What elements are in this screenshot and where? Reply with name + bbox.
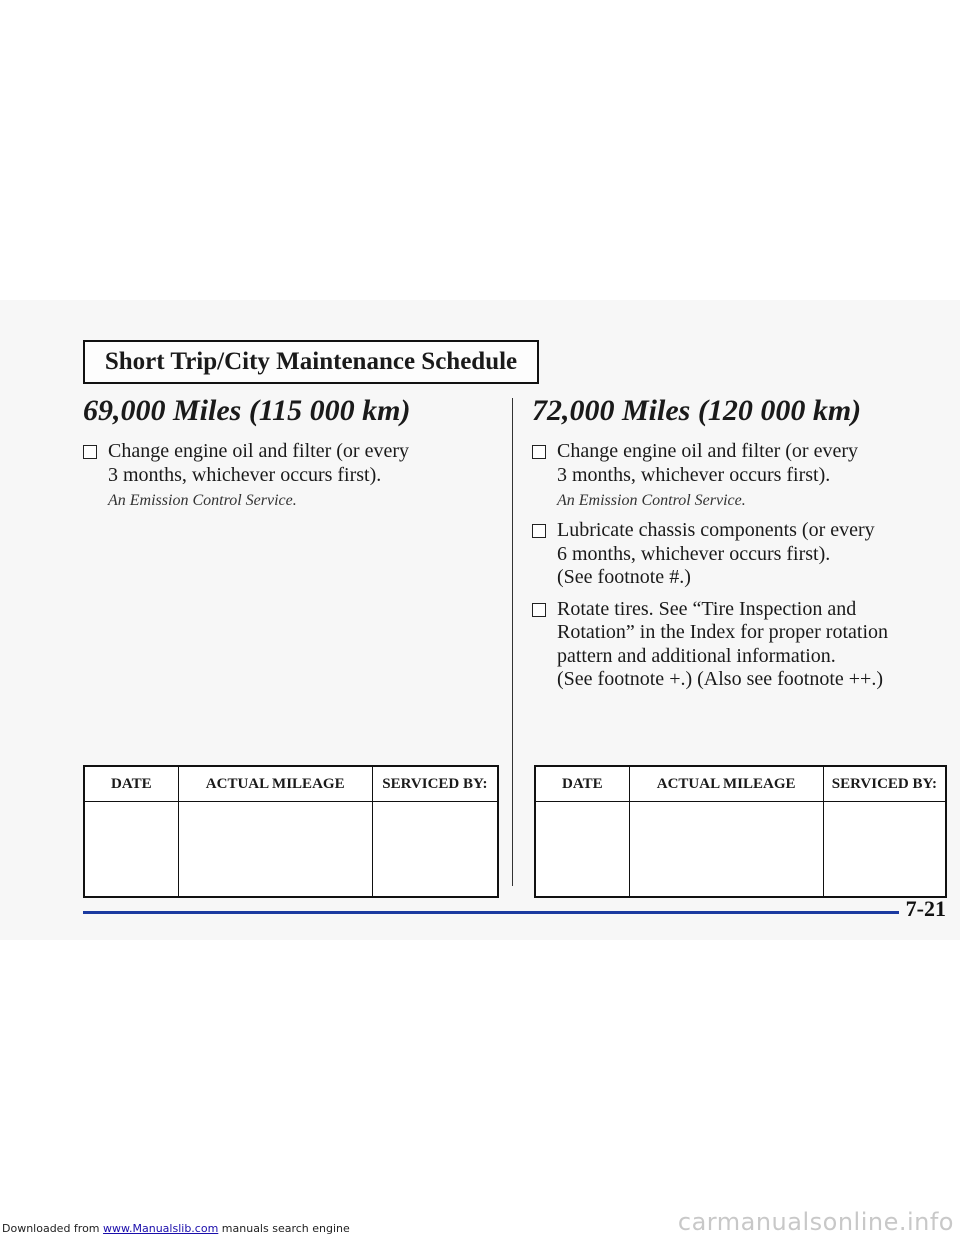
left-item-oil <box>83 440 503 487</box>
header-date: DATE <box>535 766 629 802</box>
header-serviced-by: SERVICED BY: <box>823 766 946 802</box>
left-column <box>83 392 503 511</box>
right-heading: 72,000 Miles (120 000 km) <box>532 394 862 427</box>
checkbox-icon[interactable] <box>532 524 546 538</box>
footer-rule <box>83 911 899 914</box>
column-divider <box>512 398 513 886</box>
watermark: carmanualsonline.info <box>677 1208 954 1236</box>
checkbox-icon[interactable] <box>532 445 546 459</box>
item-line: (See footnote #.) <box>557 566 691 588</box>
checkbox-icon[interactable] <box>83 445 97 459</box>
table-row <box>84 802 498 898</box>
emission-note: An Emission Control Service. <box>557 492 746 509</box>
section-title: Short Trip/City Maintenance Schedule <box>104 348 518 375</box>
service-log-table-left <box>83 765 499 898</box>
page-number: 7-21 <box>905 896 946 921</box>
mileage-cell[interactable] <box>178 802 372 898</box>
date-cell[interactable] <box>84 802 178 898</box>
service-log-table-right <box>534 765 947 898</box>
item-line: Change engine oil and filter (or every <box>557 440 858 462</box>
download-prefix: Downloaded from <box>2 1222 100 1235</box>
item-line: Rotation” in the Index for proper rotation <box>557 621 889 643</box>
right-item-oil <box>532 440 942 487</box>
checkbox-icon[interactable] <box>532 603 546 617</box>
right-item-chassis <box>532 519 942 590</box>
item-line: (See footnote +.) (Also see footnote ++.) <box>557 668 883 690</box>
item-line: 3 months, whichever occurs first). <box>108 463 382 486</box>
item-line: 6 months, whichever occurs first). <box>557 542 831 565</box>
header-actual-mileage: ACTUAL MILEAGE <box>629 766 823 802</box>
table-row <box>535 802 946 898</box>
date-cell[interactable] <box>535 802 629 898</box>
right-column <box>532 392 942 692</box>
right-item-tires <box>532 598 942 692</box>
emission-note: An Emission Control Service. <box>108 492 297 509</box>
header-actual-mileage: ACTUAL MILEAGE <box>178 766 372 802</box>
item-line: 3 months, whichever occurs first). <box>557 463 831 486</box>
download-footer <box>2 1222 350 1235</box>
item-line: Rotate tires. See “Tire Inspection and <box>557 597 857 620</box>
header-date: DATE <box>84 766 178 802</box>
serviced-by-cell[interactable] <box>372 802 498 898</box>
header-serviced-by: SERVICED BY: <box>372 766 498 802</box>
item-line: pattern and additional information. <box>557 644 836 667</box>
item-line: Lubricate chassis components (or every <box>557 519 875 541</box>
serviced-by-cell[interactable] <box>823 802 946 898</box>
item-line: Change engine oil and filter (or every <box>108 440 409 462</box>
mileage-cell[interactable] <box>629 802 823 898</box>
download-suffix: manuals search engine <box>221 1222 350 1235</box>
section-title-box <box>83 340 539 384</box>
manualslib-link[interactable]: www.Manualslib.com <box>103 1222 219 1235</box>
left-heading: 69,000 Miles (115 000 km) <box>83 394 411 427</box>
